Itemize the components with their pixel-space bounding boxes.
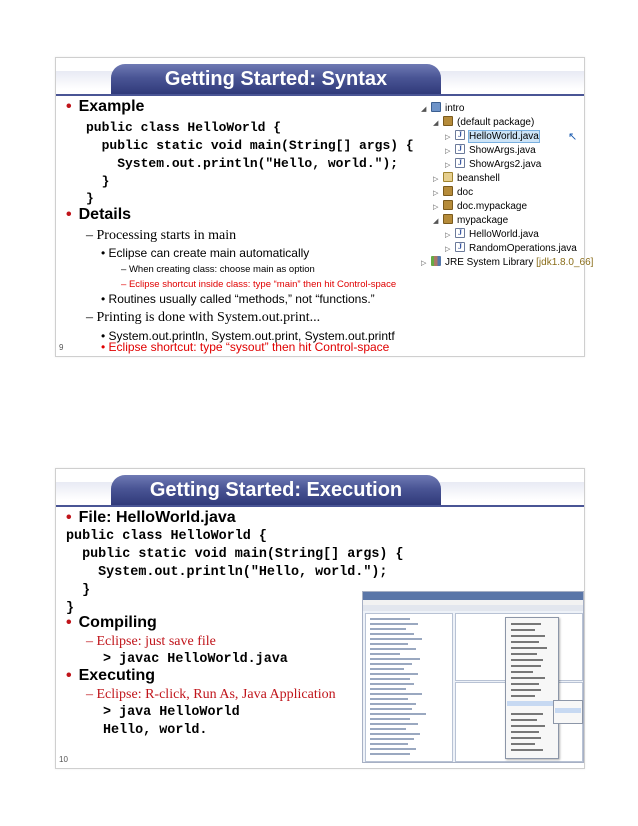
package-icon: [443, 116, 453, 126]
context-menu: [505, 617, 559, 759]
tree-item-showargs[interactable]: ▷J ShowArgs.java: [445, 144, 536, 158]
expanded-arrow-icon[interactable]: ◢: [433, 218, 439, 225]
expanded-arrow-icon[interactable]: ◢: [421, 106, 427, 113]
library-icon: [431, 256, 441, 266]
tree-item-helloworld2[interactable]: ▷J HelloWorld.java: [445, 228, 539, 242]
collapsed-arrow-icon[interactable]: ▷: [445, 148, 451, 155]
code-line: }: [86, 174, 110, 189]
code-line: System.out.println("Hello, world.");: [86, 156, 399, 171]
expanded-arrow-icon[interactable]: ◢: [433, 120, 439, 127]
sub-eclipse-run: – Eclipse: R-click, Run As, Java Application: [86, 687, 336, 702]
bullet-example: • Example: [66, 98, 145, 115]
sub-printing: – Printing is done with System.out.print...: [86, 310, 321, 325]
package-icon: [443, 214, 453, 224]
slide-title: Getting Started: Syntax: [164, 68, 388, 90]
point-eclipse-main: • Eclipse can create main automatically: [101, 246, 310, 260]
bullet-executing: • Executing: [66, 667, 156, 684]
tree-item-default-package[interactable]: ◢ (default package): [433, 116, 534, 130]
package-icon: [443, 200, 453, 210]
tree-item-beanshell[interactable]: ▷ beanshell: [433, 172, 500, 186]
package-icon: [443, 186, 453, 196]
tree-item-intro[interactable]: ◢ intro: [421, 102, 464, 116]
tree-item-randomops[interactable]: ▷J RandomOperations.java: [445, 242, 577, 256]
page-number: 9: [59, 343, 64, 352]
collapsed-arrow-icon[interactable]: ▷: [445, 162, 451, 169]
tree-item-doc-mypackage[interactable]: ▷ doc.mypackage: [433, 200, 527, 214]
collapsed-arrow-icon[interactable]: ▷: [433, 190, 439, 197]
project-icon: [431, 102, 441, 112]
collapsed-arrow-icon[interactable]: ▷: [445, 246, 451, 253]
code-line: public static void main(String[] args) {: [66, 547, 404, 562]
eclipse-screenshot: [362, 591, 584, 763]
program-output: Hello, world.: [103, 723, 208, 738]
tree-item-helloworld[interactable]: ▷J HelloWorld.java: [445, 130, 539, 144]
slide-syntax: [55, 57, 594, 357]
sub-eclipse-save: – Eclipse: just save file: [86, 634, 216, 649]
package-explorer-tree: [421, 102, 594, 312]
tree-item-mypackage[interactable]: ◢ mypackage: [433, 214, 508, 228]
javac-command: > javac HelloWorld.java: [103, 652, 288, 667]
point-routines: • Routines usually called “methods,” not “functions.”: [101, 292, 375, 306]
code-line: public class HelloWorld {: [66, 529, 267, 544]
code-line: public class HelloWorld {: [86, 120, 282, 135]
mouse-cursor-icon: ↖: [568, 131, 578, 143]
point-sysout: • Eclipse shortcut: type “sysout” then hit Control-space: [101, 340, 390, 354]
point-when-creating: – When creating class: choose main as option: [121, 264, 315, 275]
package-icon: [443, 172, 453, 182]
java-file-icon: [455, 130, 465, 140]
run-as-submenu: [553, 700, 583, 724]
java-file-icon: [455, 242, 465, 252]
java-file-icon: [455, 144, 465, 154]
collapsed-arrow-icon[interactable]: ▷: [445, 134, 451, 141]
bullet-details: • Details: [66, 206, 132, 223]
code-line: }: [66, 601, 75, 616]
slide-title: Getting Started: Execution: [149, 479, 403, 501]
java-file-icon: [455, 158, 465, 168]
point-println: • System.out.println, System.out.print, System.out.printf: [101, 329, 395, 343]
code-line: public static void main(String[] args) {: [86, 138, 414, 153]
title-bar: [56, 64, 584, 94]
java-command: > java HelloWorld: [103, 705, 240, 720]
page-number: 10: [59, 755, 68, 764]
bullet-file: • File: HelloWorld.java: [66, 509, 236, 526]
package-explorer-pane: [365, 613, 453, 762]
bullet-compiling: • Compiling: [66, 614, 157, 631]
tree-item-doc[interactable]: ▷ doc: [433, 186, 473, 200]
sub-processing: – Processing starts in main: [86, 228, 237, 243]
tree-item-showargs2[interactable]: ▷J ShowArgs2.java: [445, 158, 541, 172]
collapsed-arrow-icon[interactable]: ▷: [433, 176, 439, 183]
collapsed-arrow-icon[interactable]: ▷: [433, 204, 439, 211]
code-line: }: [86, 191, 94, 206]
collapsed-arrow-icon[interactable]: ▷: [445, 232, 451, 239]
collapsed-arrow-icon[interactable]: ▷: [421, 260, 427, 267]
point-shortcut-main: – Eclipse shortcut inside class: type “main” then hit Control-space: [121, 279, 397, 290]
code-line: System.out.println("Hello, world.");: [66, 565, 388, 580]
slide-execution: [55, 468, 585, 769]
java-file-icon: [455, 228, 465, 238]
title-bar: [56, 475, 584, 505]
tree-item-jre[interactable]: ▷ JRE System Library [jdk1.8.0_66]: [421, 256, 593, 270]
code-line: }: [66, 583, 91, 598]
